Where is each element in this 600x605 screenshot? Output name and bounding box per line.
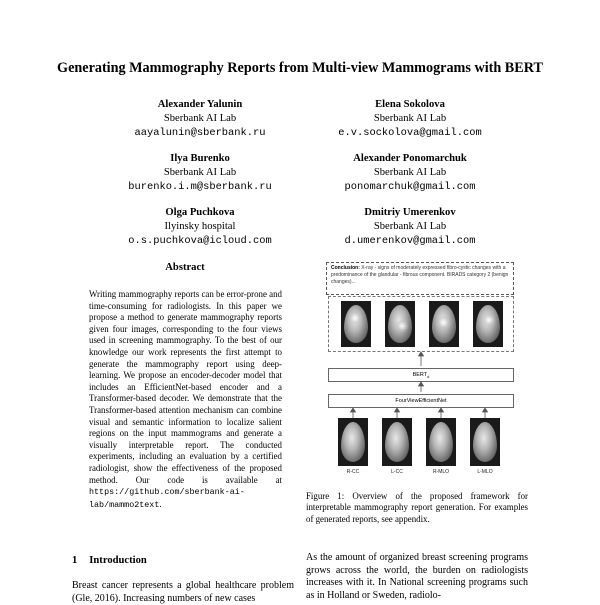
conclusion-label: Conclusion: <box>331 265 360 271</box>
abstract-heading: Abstract <box>165 262 205 273</box>
view-label: L-MLO <box>477 469 493 475</box>
mammogram-image <box>426 418 456 466</box>
abstract-text <box>89 289 282 511</box>
figure-caption: Figure 1: Overview of the proposed framework for interpretable mammography report generation. For examples of generated reports, see appendix. <box>306 491 528 524</box>
author-name: Elena Sokolova <box>375 99 445 110</box>
author-name: Alexander Yalunin <box>157 99 243 110</box>
encoder-box: FourViewEfficientNet <box>328 394 514 408</box>
mammogram-image <box>382 418 412 466</box>
author-email[interactable]: d.umerenkov@gmail.com <box>344 235 476 247</box>
section-title: Introduction <box>89 555 147 566</box>
author-block <box>300 152 520 194</box>
section-heading <box>72 555 147 566</box>
bert-subscript: d <box>427 374 430 380</box>
view-label: L-CC <box>391 469 403 475</box>
intro-text-left: Breast cancer represents a global healthcare problem (Gle, 2016). Increasing numbers of new cases <box>72 580 294 604</box>
author-affiliation: Sberbank AI Lab <box>373 113 447 124</box>
author-email[interactable]: o.s.puchkova@icloud.com <box>128 235 272 247</box>
code-link[interactable]: https://github.com/sberbank-ai-lab/mammo2text <box>89 487 245 510</box>
author-name: Olga Puchkova <box>165 207 235 218</box>
author-block <box>90 98 310 140</box>
intro-text-right: As the amount of organized breast screening programs grows across the world, the burden on radiologists increases with it. In National screening programs such as in Holland or Sweden, radiolo- <box>306 552 528 601</box>
author-block <box>90 152 310 194</box>
author-email[interactable]: burenko.i.m@sberbank.ru <box>128 181 272 193</box>
bert-label: BERT <box>412 372 428 378</box>
abstract-end: . <box>159 498 162 509</box>
framework-figure <box>306 258 528 483</box>
author-name: Dmitriy Umerenkov <box>364 207 456 218</box>
view-label: R-MLO <box>432 469 450 475</box>
author-affiliation: Sberbank AI Lab <box>373 167 447 178</box>
author-affiliation: Sberbank AI Lab <box>163 167 237 178</box>
mammogram-image <box>470 418 500 466</box>
author-name: Ilya Burenko <box>170 153 230 164</box>
author-affiliation: Sberbank AI Lab <box>373 221 447 232</box>
bert-decoder-box <box>328 368 514 382</box>
author-affiliation: Ilyinsky hospital <box>164 221 236 232</box>
conclusion-text: X-ray - signs of moderately expressed fibro-cystic changes with a predominance of the glandular - fibrous component. BIRADS category 2 (benign changes)... <box>331 265 509 285</box>
author-block <box>300 98 520 140</box>
mammogram-image <box>338 418 368 466</box>
author-email[interactable]: e.v.sockolova@gmail.com <box>338 127 482 139</box>
author-block <box>90 206 310 248</box>
author-email[interactable]: aayalunin@sberbank.ru <box>134 127 266 139</box>
author-affiliation: Sberbank AI Lab <box>163 113 237 124</box>
author-name: Alexander Ponomarchuk <box>353 153 467 164</box>
author-email[interactable]: ponomarchuk@gmail.com <box>344 181 476 193</box>
section-number: 1 <box>72 555 78 566</box>
abstract-body: Writing mammography reports can be error-prone and time-consuming for radiologists. In this paper we propose a method to generate mammography reports given four images, corresponding to the four views used in screening mammography. To the best of our knowledge our work represents the first attempt to generate the mammography report using deep-learning. We propose an encoder-decoder model that includes an EfficientNet-based encoder and a Transformer-based decoder. We demonstrate that the Transformer-based attention mechanism can combine visual and semantic information to localize salient regions on the input mammograms and generate a visually interpretable report. The conducted experiments, including an evaluation by a certified radiologist, show the effectiveness of the proposed method. Our code is available at <box>89 289 282 485</box>
view-label: R-CC <box>346 469 360 475</box>
paper-title: Generating Mammography Reports from Multi-view Mammograms with BERT <box>57 60 543 76</box>
author-block <box>300 206 520 248</box>
